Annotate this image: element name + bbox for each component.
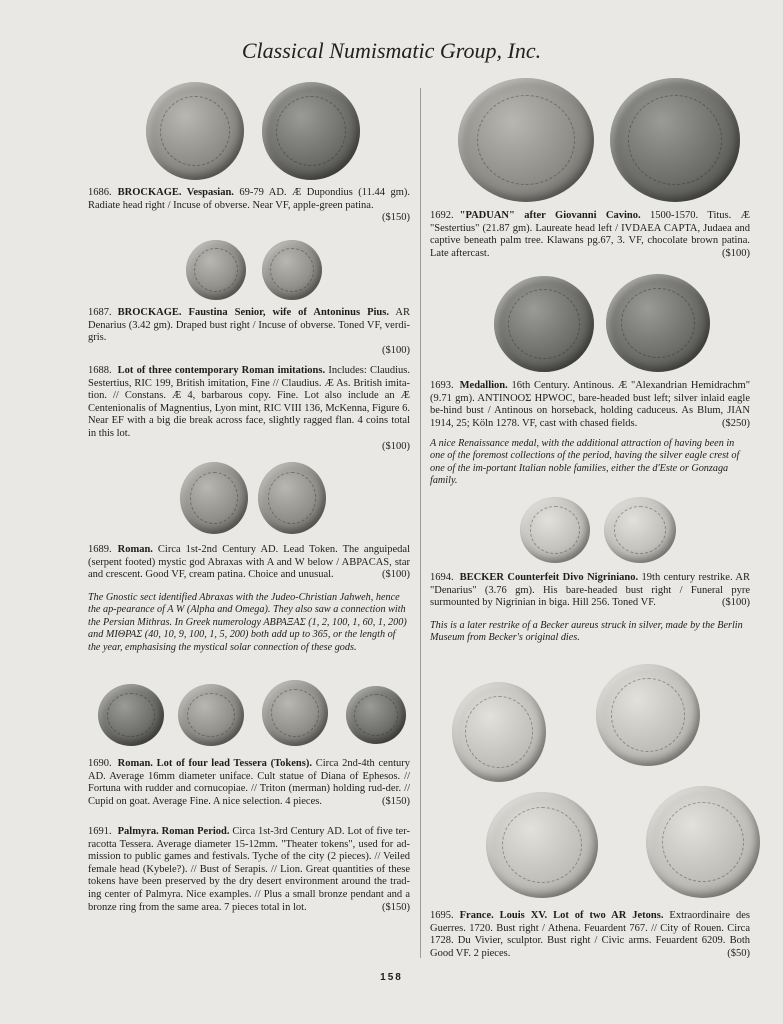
lot-description: 1500-1570. Titus. Æ "Sestertius" (21.87 gm). Laureate head left / IVDAEA CAPTA, Judaea and captive beneath palm tree. Klawans pg.67, 3. VF, chocolate brown patina. Late aftercast.	[430, 210, 750, 259]
lot-description: Circa 2nd-4th century AD. Average 16mm diameter uniface. Cult statue of Diana of Ephesos. // Fortuna with rudder and cornucopiae. // Triton (merman) holding rud-der. // Cupid on goat. Average Fine. A nice selection. 4 pieces.	[88, 758, 410, 807]
tessera-2	[178, 684, 244, 746]
lot-1687	[88, 307, 410, 357]
jeton-2-reverse	[646, 786, 760, 898]
tessera-1	[98, 684, 164, 746]
lot-1694	[430, 572, 750, 610]
lot-1691	[88, 826, 410, 914]
coin-reverse	[604, 497, 676, 563]
token-obverse	[180, 462, 248, 534]
lot-price: ($100)	[722, 597, 750, 609]
lot-1692	[430, 210, 750, 260]
coin-obverse	[520, 497, 590, 563]
jeton-2-obverse	[596, 664, 700, 766]
lot-description: 16th Century. Antinous. Æ "Alexandrian Hemidrachm" (9.71 gm). ANTINOOΣ HPWOC, bare-headed bust left; silver inlaid eagle be-hind bust / Antinous on horseback, holding caduceus. As Blum, JIAN 1914, 25; Köln 1278. VF, cast with chased fields.	[430, 380, 750, 429]
page-number: 158	[380, 972, 403, 983]
medal-reverse	[606, 274, 710, 372]
lot-price: ($150)	[382, 901, 410, 913]
note-1694: This is a later restrike of a Becker aureus struck in silver, made by the Berlin Museum from Becker's original dies.	[430, 620, 743, 644]
lot-description: Extraordinaire des Guerres. 1720. Bust right / Athena. Feuardent 767. // City of Rouen. Circa 1728. Du Vivier, sculptor. Bust right / Civic arms. Feuardent 6209. Both Good VF. 2 pieces.	[430, 910, 750, 959]
note-1689: The Gnostic sect identified Abraxas with the Judeo-Christian Jahweh, hence the ap-pearance of A W (Alpha and Omega). They also saw a connection with the Persian Mithras. In Greek numerology ABPAΞAΣ (1, 2, 100, 1, 60, 1, 200) and MIΘPAΣ (40, 10, 9, 100, 1, 5, 200) both add up to 365, or the length of the year, emphasising the mystical solar connection of these gods.	[88, 592, 407, 653]
lot-price: ($150)	[382, 212, 410, 224]
lot-description: Includes: Claudius. Sestertius, RIC 199, British imitation, Fine // Claudius. Æ As. British imita-tion. // Constans. Æ 4, barbarous copy. Fine. Lot also include an Æ Centenionalis of Magnentius, Lyon mint, RIC VIII 136, McKenna, Figure 6. Near EF with a big die break across face, slightly ragged flan. 4 coins total in this lot.	[88, 365, 410, 439]
lot-number: 1689.	[88, 544, 112, 555]
tessera-3	[262, 680, 328, 746]
coin-obverse	[186, 240, 246, 300]
lot-number: 1686.	[88, 187, 112, 198]
lot-1688	[88, 365, 410, 453]
lot-1695	[430, 910, 750, 960]
lot-number: 1687.	[88, 307, 112, 318]
lot-number: 1690.	[88, 758, 112, 769]
coin-reverse	[610, 78, 740, 202]
lot-1689	[88, 544, 410, 582]
lot-title: Palmyra. Roman Period.	[117, 826, 230, 837]
lot-description: AR Denarius (3.42 gm). Draped bust right / Incuse of obverse. Toned VF, verdi-gris.	[88, 307, 410, 344]
lot-1686	[88, 187, 410, 225]
lot-price: ($50)	[727, 947, 750, 959]
lot-title: Roman.	[117, 544, 153, 555]
lot-title: "PADUAN" after Giovanni Cavino.	[459, 210, 641, 221]
lot-number: 1693.	[430, 380, 454, 391]
tessera-4	[346, 686, 406, 744]
lot-1690	[88, 758, 410, 808]
token-reverse	[258, 462, 326, 534]
lot-1693	[430, 380, 750, 430]
lot-title: Lot of three contemporary Roman imitations.	[117, 365, 326, 376]
lot-number: 1688.	[88, 365, 112, 376]
coin-reverse	[262, 82, 360, 180]
lot-price: ($100)	[382, 344, 410, 356]
column-divider	[420, 88, 421, 958]
lot-number: 1695.	[430, 910, 454, 921]
lot-title: BROCKAGE. Vespasian.	[117, 187, 234, 198]
coin-reverse	[262, 240, 322, 300]
lot-price: ($150)	[382, 795, 410, 807]
lot-description: Circa 1st-3rd Century AD. Lot of five ter-racotta Tessera. Average diameter 15-12mm. "Theater tokens", used for ad-mission to public games and festivals. Tyche of the city (2 pieces). // Veiled female head (Kybele?). // Bust of Serapis. // Lion. Great quantities of these tokens have been preserved by the dry desert environment around the trad-ing center of Palmyra. Nice examples. // Plus a small bronze pendant and a bronze ring from the same area. 7 pieces total in lot.	[88, 826, 410, 913]
lot-title: Medallion.	[459, 380, 508, 391]
lot-title: BECKER Counterfeit Divo Nigriniano.	[459, 572, 639, 583]
lot-number: 1691.	[88, 826, 112, 837]
lot-description: 69-79 AD. Æ Dupondius (11.44 gm). Radiate head right / Incuse of obverse. Near VF, apple-green patina.	[88, 187, 410, 211]
lot-price: ($100)	[382, 440, 410, 452]
jeton-1-obverse	[452, 682, 546, 782]
lot-title: Roman. Lot of four lead Tessera (Tokens).	[117, 758, 312, 769]
lot-price: ($100)	[722, 247, 750, 259]
note-1693: A nice Renaissance medal, with the additional attraction of having been in one of the foremost collections of the period, having the silver eagle crest of one of the im-portant Italian noble families, either the d'Este or Gonzaga family.	[430, 438, 740, 487]
lot-price: ($250)	[722, 417, 750, 429]
lot-description: Circa 1st-2nd Century AD. Lead Token. The anguipedal (serpent footed) mystic god Abraxas with A and W below / ABPACAS, star and crescent. Good VF, cream patina. Choice and unusual.	[88, 544, 410, 581]
page-header: Classical Numismatic Group, Inc.	[241, 38, 542, 63]
lot-title: France. Louis XV. Lot of two AR Jetons.	[459, 910, 664, 921]
lot-price: ($100)	[382, 569, 410, 581]
jeton-1-reverse	[486, 792, 598, 898]
coin-obverse	[458, 78, 594, 202]
lot-number: 1692.	[430, 210, 454, 221]
lot-title: BROCKAGE. Faustina Senior, wife of Antoninus Pius.	[117, 307, 389, 318]
lot-description: 19th century restrike. AR "Denarius" (3.76 gm). His bare-headed bust right / Funeral pyre surmounted by Nigrinian in biga. Hill 256. Toned VF.	[430, 572, 750, 609]
medal-obverse	[494, 276, 594, 372]
coin-obverse	[146, 82, 244, 180]
lot-number: 1694.	[430, 572, 454, 583]
